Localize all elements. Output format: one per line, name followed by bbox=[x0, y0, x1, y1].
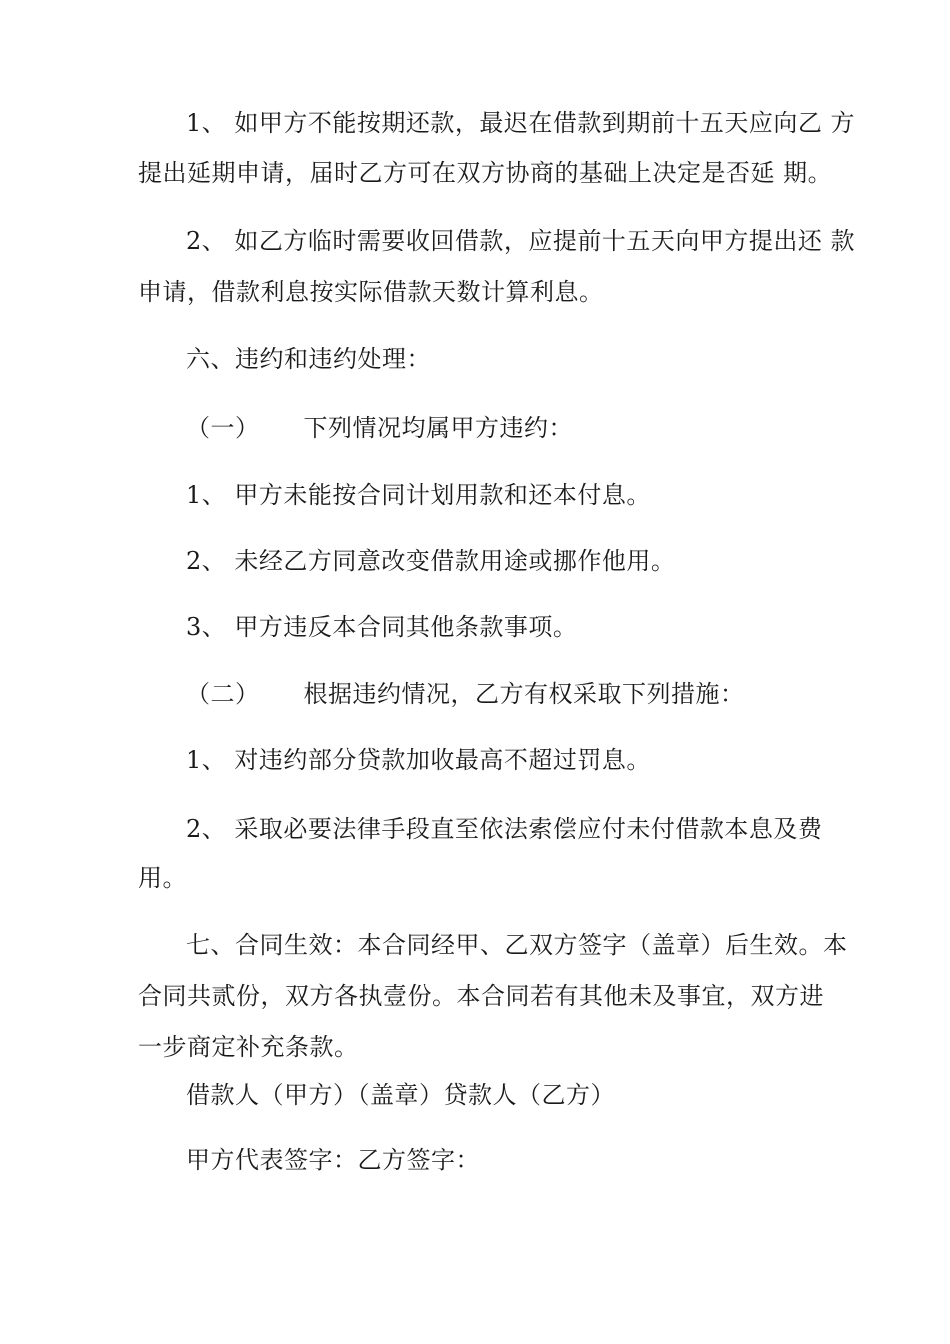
signature-parties: 借款人（甲方）（盖章）贷款人（乙方） bbox=[186, 1081, 615, 1109]
section-heading: 七、合同生效：本合同经甲、乙双方签字（盖章）后生效。本 bbox=[186, 931, 848, 959]
subsection-heading-1 bbox=[186, 412, 573, 444]
signature-line: 甲方代表签字：乙方签字： bbox=[186, 1146, 480, 1174]
paragraph-line: 合同共贰份，双方各执壹份。本合同若有其他未及事宜，双方进 bbox=[138, 982, 824, 1010]
subsection-marker: （一） bbox=[186, 414, 260, 442]
paragraph-line: 一步商定补充条款。 bbox=[138, 1033, 359, 1061]
subsection-text: 根据违约情况，乙方有权采取下列措施： bbox=[303, 680, 745, 708]
paragraph-line: 2、 如乙方临时需要收回借款，应提前十五天向甲方提出还 款 bbox=[186, 227, 856, 255]
subsection-heading-2 bbox=[186, 678, 745, 710]
subsection-marker: （二） bbox=[186, 680, 260, 708]
list-item: 1、 对违约部分贷款加收最高不超过罚息。 bbox=[186, 746, 651, 774]
paragraph-line: 申请，借款利息按实际借款天数计算利息。 bbox=[138, 278, 604, 306]
section-heading: 六、违约和违约处理： bbox=[186, 345, 431, 373]
paragraph-line: 提出延期申请，届时乙方可在双方协商的基础上决定是否延 期。 bbox=[138, 159, 833, 187]
paragraph-line: 1、 如甲方不能按期还款，最迟在借款到期前十五天应向乙 方 bbox=[186, 109, 856, 137]
paragraph-line: 用。 bbox=[138, 864, 187, 892]
list-item: 1、 甲方未能按合同计划用款和还本付息。 bbox=[186, 481, 651, 509]
subsection-text: 下列情况均属甲方违约： bbox=[303, 414, 573, 442]
list-item: 2、 未经乙方同意改变借款用途或挪作他用。 bbox=[186, 547, 676, 575]
list-item: 3、 甲方违反本合同其他条款事项。 bbox=[186, 613, 578, 641]
list-item: 2、 采取必要法律手段直至依法索偿应付未付借款本息及费 bbox=[186, 815, 823, 843]
